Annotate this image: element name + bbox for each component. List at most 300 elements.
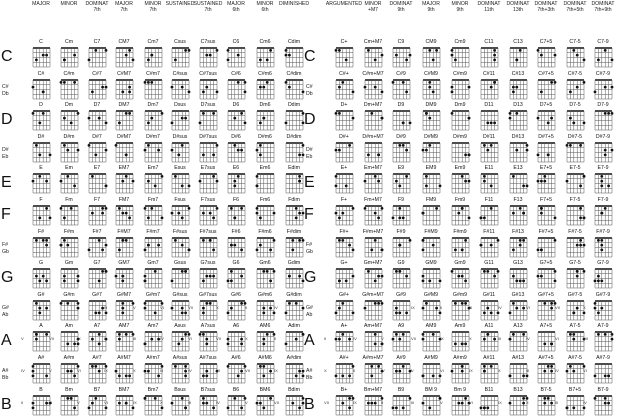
chord-diagram bbox=[451, 299, 473, 321]
chord-name: G+ bbox=[340, 260, 348, 267]
chord-name: A# bbox=[37, 355, 45, 361]
finger-dot bbox=[177, 212, 180, 215]
fretboard-grid bbox=[88, 78, 107, 100]
finger-dot bbox=[302, 333, 305, 336]
chord-name: D#m7 bbox=[146, 133, 160, 140]
finger-dot bbox=[395, 307, 398, 310]
finger-dot bbox=[540, 275, 543, 278]
finger-dot bbox=[212, 112, 215, 115]
chord-diagram bbox=[285, 141, 304, 163]
column-header-line: 7th+3th bbox=[537, 7, 555, 14]
chord-diagram bbox=[422, 330, 441, 352]
finger-dot bbox=[611, 333, 614, 336]
finger-dot bbox=[77, 343, 80, 346]
finger-dot bbox=[490, 207, 493, 210]
fret-position-label: IX bbox=[469, 368, 473, 373]
finger-dot bbox=[352, 248, 355, 251]
finger-dot bbox=[576, 243, 579, 246]
finger-dot bbox=[338, 338, 341, 341]
chord-name: C#m bbox=[63, 70, 75, 77]
finger-dot bbox=[370, 248, 373, 251]
finger-dot bbox=[493, 58, 496, 61]
chord-diagram bbox=[285, 394, 304, 416]
fretboard-grid bbox=[171, 78, 190, 100]
fret-position-label: X bbox=[245, 336, 248, 342]
finger-dot bbox=[395, 311, 398, 314]
chord-name: F#m9 bbox=[453, 228, 467, 235]
finger-dot bbox=[515, 112, 518, 115]
fretboard-grid bbox=[227, 330, 246, 352]
finger-dot bbox=[42, 239, 45, 242]
chord-diagram bbox=[88, 394, 107, 416]
finger-dot bbox=[35, 333, 38, 336]
finger-dot bbox=[537, 49, 540, 52]
finger-dot bbox=[45, 207, 48, 210]
fretboard-grid bbox=[60, 330, 79, 352]
finger-dot bbox=[259, 58, 262, 61]
fretboard-grid bbox=[199, 109, 218, 131]
fretboard-grid bbox=[537, 330, 556, 352]
finger-dot bbox=[493, 49, 496, 52]
column-header-line: MAJOR bbox=[32, 1, 50, 7]
chord-name: FM9 bbox=[425, 197, 437, 203]
finger-dot bbox=[381, 117, 384, 120]
chord-diagram bbox=[144, 362, 163, 384]
finger-dot bbox=[259, 122, 262, 125]
fret-position-label: IX bbox=[353, 399, 357, 405]
chord-diagram bbox=[451, 204, 470, 226]
chord-diagram bbox=[335, 299, 354, 321]
chord-diagram bbox=[144, 267, 163, 289]
finger-dot bbox=[348, 243, 351, 246]
fretboard-grid bbox=[256, 204, 275, 226]
chord-name: G#m6 bbox=[257, 291, 273, 298]
column-header-line: ARGUMENTED bbox=[325, 1, 363, 7]
chord-diagram bbox=[256, 236, 275, 258]
finger-dot bbox=[540, 248, 543, 251]
finger-dot bbox=[345, 58, 348, 61]
finger-dot bbox=[115, 275, 118, 278]
chord-diagram bbox=[256, 394, 275, 416]
chord-diagram bbox=[144, 299, 163, 321]
fret-position-label: II bbox=[21, 399, 24, 405]
root-note-label: A bbox=[304, 332, 315, 350]
finger-dot bbox=[262, 343, 265, 346]
finger-dot bbox=[45, 243, 48, 246]
chord-diagram bbox=[335, 78, 354, 100]
finger-dot bbox=[522, 280, 525, 283]
finger-dot bbox=[295, 207, 298, 210]
finger-dot bbox=[537, 153, 540, 156]
chord-diagram bbox=[199, 204, 218, 226]
finger-dot bbox=[486, 406, 489, 409]
fretboard-grid bbox=[364, 204, 383, 226]
chord-name: E7-5 bbox=[569, 165, 581, 172]
finger-dot bbox=[144, 307, 147, 310]
chord-name: G#13 bbox=[511, 291, 525, 298]
finger-dot bbox=[88, 144, 91, 147]
finger-dot bbox=[88, 58, 91, 61]
finger-dot bbox=[451, 85, 454, 88]
chord-diagram bbox=[480, 109, 499, 131]
chord-name: F#m7 bbox=[146, 228, 160, 235]
chord-name: A#m7 bbox=[146, 355, 160, 361]
finger-dot bbox=[409, 54, 412, 57]
finger-dot bbox=[150, 81, 153, 84]
chord-diagram bbox=[32, 236, 51, 258]
finger-dot bbox=[352, 275, 355, 278]
chord-name: GM7 bbox=[118, 260, 130, 267]
finger-dot bbox=[66, 243, 69, 246]
finger-dot bbox=[497, 239, 500, 242]
chord-diagram bbox=[594, 141, 613, 163]
fretboard-grid bbox=[422, 141, 441, 163]
finger-dot bbox=[45, 401, 48, 404]
chord-diagram bbox=[480, 204, 499, 226]
finger-dot bbox=[181, 185, 184, 188]
finger-dot bbox=[230, 243, 233, 246]
root-note-label: F bbox=[304, 206, 314, 223]
column-header-line: 9th bbox=[397, 7, 405, 14]
finger-dot bbox=[105, 406, 108, 409]
finger-dot bbox=[45, 333, 48, 336]
chord-diagram bbox=[537, 299, 556, 321]
chord-name: D#13 bbox=[511, 133, 525, 140]
finger-dot bbox=[237, 54, 240, 57]
finger-dot bbox=[522, 239, 525, 242]
column-header-line: DIMINISHED bbox=[279, 1, 309, 7]
fretboard-grid bbox=[60, 236, 79, 258]
finger-dot bbox=[32, 370, 35, 373]
finger-dot bbox=[115, 370, 118, 373]
finger-dot bbox=[302, 374, 305, 377]
chord-diagram bbox=[594, 46, 613, 68]
finger-dot bbox=[338, 216, 341, 219]
finger-dot bbox=[392, 216, 395, 219]
fretboard-grid bbox=[480, 78, 499, 100]
finger-dot bbox=[583, 81, 586, 84]
chord-name: F7+5 bbox=[540, 197, 552, 203]
chord-diagram bbox=[537, 362, 556, 384]
chord-diagram bbox=[451, 330, 470, 352]
chord-diagram bbox=[392, 172, 411, 194]
finger-dot bbox=[302, 153, 305, 156]
finger-dot bbox=[199, 180, 202, 183]
finger-dot bbox=[259, 144, 262, 147]
fret-position-label: VI bbox=[216, 368, 220, 373]
enharmonic-note-label: A# bbox=[306, 368, 313, 374]
finger-dot bbox=[579, 144, 582, 147]
chord-diagram bbox=[256, 299, 275, 321]
finger-dot bbox=[262, 311, 265, 314]
chord-name: A#13 bbox=[511, 355, 525, 361]
fret-position-label: V bbox=[245, 399, 248, 405]
chord-name: Cm7 bbox=[147, 39, 159, 45]
finger-dot bbox=[174, 58, 177, 61]
chord-name: Gm+M7 bbox=[363, 260, 383, 267]
finger-dot bbox=[70, 122, 73, 125]
finger-dot bbox=[181, 338, 184, 341]
finger-dot bbox=[594, 374, 597, 377]
finger-dot bbox=[509, 117, 512, 120]
chord-diagram bbox=[256, 362, 275, 384]
finger-dot bbox=[98, 280, 101, 283]
fretboard-grid bbox=[227, 109, 246, 131]
fretboard-grid bbox=[509, 267, 528, 289]
finger-dot bbox=[184, 49, 187, 52]
chord-name: FM7 bbox=[118, 197, 130, 203]
fretboard-grid bbox=[392, 204, 411, 226]
finger-dot bbox=[439, 280, 442, 283]
finger-dot bbox=[302, 112, 305, 115]
chord-diagram bbox=[171, 362, 190, 384]
finger-dot bbox=[395, 333, 398, 336]
finger-dot bbox=[202, 397, 205, 400]
finger-dot bbox=[171, 280, 174, 283]
finger-dot bbox=[202, 307, 205, 310]
finger-dot bbox=[519, 49, 522, 52]
chord-name: C7 bbox=[93, 39, 101, 45]
fretboard-grid bbox=[422, 299, 441, 321]
finger-dot bbox=[259, 243, 262, 246]
finger-dot bbox=[147, 216, 150, 219]
finger-dot bbox=[611, 338, 614, 341]
fretboard-grid bbox=[32, 330, 51, 352]
fretboard-grid bbox=[566, 394, 585, 416]
chord-diagram bbox=[171, 46, 190, 68]
finger-dot bbox=[550, 117, 553, 120]
finger-dot bbox=[298, 212, 301, 215]
chord-name: Bm 9 bbox=[453, 386, 467, 393]
chord-diagram bbox=[335, 141, 354, 163]
finger-dot bbox=[338, 112, 341, 115]
fret-position-label: III bbox=[498, 336, 502, 342]
finger-dot bbox=[600, 180, 603, 183]
chord-name: G13 bbox=[513, 260, 523, 267]
finger-dot bbox=[597, 239, 600, 242]
chord-name: A7-9 bbox=[597, 323, 609, 330]
chord-name: Gm6 bbox=[259, 260, 271, 267]
fret-position-label: V bbox=[21, 336, 24, 342]
finger-dot bbox=[486, 149, 489, 152]
enharmonic-note-label: C# bbox=[306, 83, 313, 90]
chord-name: C6 bbox=[232, 39, 240, 45]
chord-diagram bbox=[509, 267, 528, 289]
finger-dot bbox=[35, 302, 38, 305]
finger-dot bbox=[259, 401, 262, 404]
chord-name: G#6 bbox=[231, 291, 241, 298]
fret-position-label: III bbox=[555, 399, 559, 405]
chord-name: Dm7 bbox=[147, 102, 159, 109]
fretboard-grid bbox=[88, 267, 107, 289]
finger-dot bbox=[240, 207, 243, 210]
fretboard-grid bbox=[171, 109, 190, 131]
finger-dot bbox=[335, 149, 338, 152]
fretboard-grid bbox=[32, 394, 51, 416]
finger-dot bbox=[184, 311, 187, 314]
finger-dot bbox=[121, 307, 124, 310]
chord-diagram bbox=[88, 362, 107, 384]
fretboard-grid bbox=[537, 46, 556, 68]
fretboard-grid bbox=[227, 236, 246, 258]
fret-position-label: X bbox=[526, 399, 529, 405]
chord-name: F#M9 bbox=[424, 228, 438, 235]
finger-dot bbox=[468, 216, 471, 219]
chord-name: G#M9 bbox=[423, 291, 439, 298]
fret-position-label: II bbox=[104, 336, 107, 342]
chord-name: A#M7 bbox=[117, 355, 131, 361]
fretboard-grid bbox=[422, 236, 441, 258]
finger-dot bbox=[205, 343, 208, 346]
finger-dot bbox=[256, 149, 259, 152]
chord-diagram bbox=[364, 109, 383, 131]
fretboard-grid bbox=[88, 172, 107, 194]
finger-dot bbox=[526, 397, 529, 400]
finger-dot bbox=[105, 85, 108, 88]
finger-dot bbox=[66, 302, 69, 305]
finger-dot bbox=[607, 112, 610, 115]
chord-name: F#m+M7 bbox=[362, 228, 384, 235]
chord-name: D#7sus bbox=[199, 133, 217, 140]
finger-dot bbox=[161, 175, 164, 178]
chord-name: C# bbox=[37, 70, 45, 77]
fretboard-grid bbox=[480, 141, 499, 163]
finger-dot bbox=[209, 302, 212, 305]
finger-dot bbox=[611, 85, 614, 88]
finger-dot bbox=[171, 149, 174, 152]
finger-dot bbox=[398, 338, 401, 341]
chord-name: Bm+M7 bbox=[363, 386, 383, 393]
fretboard-grid bbox=[566, 46, 585, 68]
finger-dot bbox=[377, 180, 380, 183]
chord-diagram bbox=[144, 330, 163, 352]
finger-dot bbox=[464, 153, 467, 156]
fretboard-grid bbox=[509, 109, 528, 131]
fretboard-grid bbox=[364, 267, 383, 289]
fretboard-grid bbox=[199, 330, 218, 352]
fret-position-label: VII bbox=[411, 336, 416, 342]
finger-dot bbox=[121, 302, 124, 305]
finger-dot bbox=[600, 243, 603, 246]
chord-name: D#7-5 bbox=[567, 133, 583, 140]
chord-name: A#9 bbox=[396, 355, 406, 361]
finger-dot bbox=[493, 54, 496, 57]
fret-position-label: IV bbox=[353, 336, 357, 342]
fretboard-grid bbox=[32, 267, 51, 289]
fretboard-grid bbox=[32, 109, 51, 131]
chord-diagram bbox=[88, 109, 107, 131]
finger-dot bbox=[490, 144, 493, 147]
finger-dot bbox=[515, 149, 518, 152]
finger-dot bbox=[483, 370, 486, 373]
finger-dot bbox=[381, 207, 384, 210]
chord-diagram bbox=[566, 46, 585, 68]
finger-dot bbox=[63, 280, 66, 283]
chord-name: B11 bbox=[484, 386, 494, 393]
finger-dot bbox=[493, 81, 496, 84]
chord-diagram bbox=[171, 299, 190, 321]
finger-dot bbox=[269, 248, 272, 251]
enharmonic-note-label: D# bbox=[306, 146, 313, 153]
finger-dot bbox=[115, 144, 118, 147]
fretboard-grid bbox=[144, 172, 163, 194]
finger-dot bbox=[60, 243, 63, 246]
fretboard-grid bbox=[364, 46, 383, 68]
fretboard-grid bbox=[392, 78, 411, 100]
column-header-line: 7th bbox=[120, 7, 128, 14]
fretboard-grid bbox=[392, 267, 411, 289]
finger-dot bbox=[240, 275, 243, 278]
fretboard-grid bbox=[60, 394, 79, 416]
finger-dot bbox=[259, 153, 262, 156]
finger-dot bbox=[367, 401, 370, 404]
finger-dot bbox=[184, 374, 187, 377]
chord-diagram bbox=[256, 204, 275, 226]
finger-dot bbox=[216, 49, 219, 52]
fretboard-grid bbox=[115, 46, 134, 68]
finger-dot bbox=[352, 311, 355, 314]
finger-dot bbox=[338, 149, 341, 152]
chord-name: C bbox=[39, 39, 43, 45]
finger-dot bbox=[604, 397, 607, 400]
finger-dot bbox=[377, 275, 380, 278]
fret-position-label: IV bbox=[583, 399, 587, 405]
finger-dot bbox=[154, 270, 157, 273]
finger-dot bbox=[230, 307, 233, 310]
finger-dot bbox=[181, 270, 184, 273]
fretboard-grid bbox=[285, 267, 304, 289]
finger-dot bbox=[302, 401, 305, 404]
fret-position-label: IV bbox=[381, 368, 385, 373]
chord-name: C#11 bbox=[482, 70, 495, 77]
chord-name: Dm6 bbox=[259, 102, 271, 109]
chord-name: C#7-5 bbox=[567, 70, 583, 77]
chord-diagram bbox=[509, 109, 528, 131]
finger-dot bbox=[428, 406, 431, 409]
chord-name: B7 bbox=[93, 386, 101, 393]
finger-dot bbox=[105, 270, 108, 273]
chord-diagram bbox=[227, 141, 246, 163]
finger-dot bbox=[147, 370, 150, 373]
column-header-line: DOMINAT bbox=[477, 1, 501, 7]
chord-diagram bbox=[392, 109, 411, 131]
finger-dot bbox=[240, 338, 243, 341]
fret-position-label: X bbox=[160, 399, 163, 405]
finger-dot bbox=[121, 280, 124, 283]
finger-dot bbox=[295, 338, 298, 341]
finger-dot bbox=[604, 49, 607, 52]
finger-dot bbox=[583, 406, 586, 409]
finger-dot bbox=[364, 85, 367, 88]
finger-dot bbox=[428, 49, 431, 52]
fretboard-grid bbox=[256, 141, 275, 163]
root-note-label: C bbox=[304, 48, 316, 65]
finger-dot bbox=[457, 401, 460, 404]
chord-name: Fm+M7 bbox=[364, 197, 382, 203]
fretboard-grid bbox=[285, 46, 304, 68]
chord-name: F#m bbox=[63, 228, 75, 235]
chord-name: Bm7 bbox=[147, 386, 159, 393]
column-header-line: +M7 bbox=[367, 7, 379, 14]
chord-name: F#7+5 bbox=[538, 228, 554, 235]
fretboard-grid bbox=[537, 236, 556, 258]
chord-name: D bbox=[39, 102, 43, 109]
finger-dot bbox=[63, 275, 66, 278]
chord-diagram bbox=[199, 330, 218, 352]
finger-dot bbox=[439, 397, 442, 400]
finger-dot bbox=[512, 175, 515, 178]
chord-name: A#m9 bbox=[453, 355, 467, 361]
